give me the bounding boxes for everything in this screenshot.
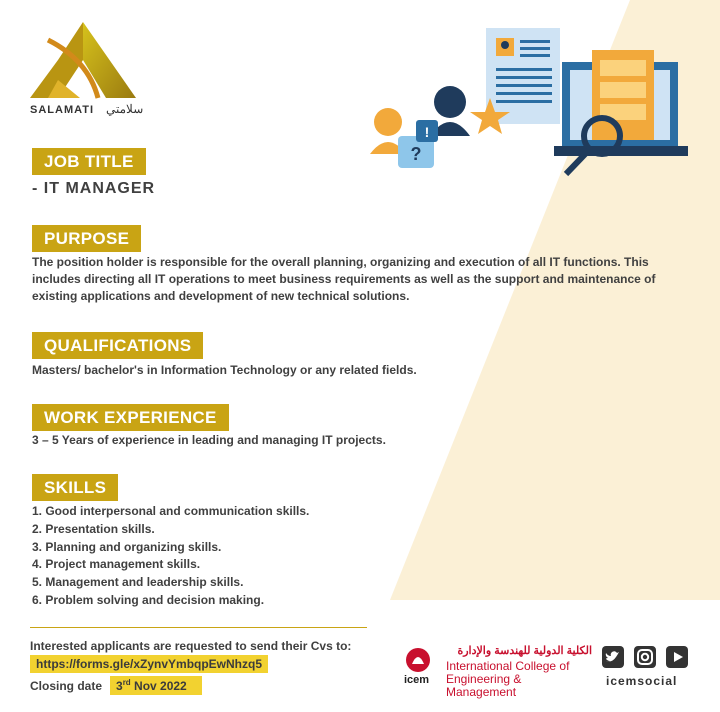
recruitment-illustration <box>362 24 692 184</box>
job-title-heading: JOB TITLE <box>32 148 146 175</box>
youtube-icon[interactable] <box>666 646 688 668</box>
icem-logo <box>404 644 594 699</box>
list-item: 4. Project management skills. <box>32 557 201 572</box>
work-experience-text: 3 – 5 Years of experience in leading and managing IT projects. <box>32 433 386 447</box>
application-link[interactable]: https://forms.gle/xZynvYmbqpEwNhzq5 <box>30 655 268 673</box>
logo-name: SALAMATI <box>30 104 95 116</box>
question-bubble-icon <box>398 120 438 168</box>
college-name-english: International College of Engineering & Management <box>446 659 570 699</box>
purpose-heading: PURPOSE <box>32 225 141 252</box>
skills-heading: SKILLS <box>32 474 118 501</box>
social-links <box>600 646 696 696</box>
purpose-text: The position holder is responsible for the overall planning, organizing and execution of all IT functions. This includes directing all IT operations to meet business requirements as well as the support and maintenance of existing applications and development of new technical solutions. <box>32 255 656 303</box>
list-item: 3. Planning and organizing skills. <box>32 539 222 554</box>
closing-date-value: 3rd Nov 2022 <box>110 676 202 695</box>
salamati-logo <box>28 20 168 120</box>
resume-document-icon <box>486 28 560 124</box>
skills-list <box>32 503 432 610</box>
college-abbreviation: icem <box>404 674 430 686</box>
list-item: 2. Presentation skills. <box>32 521 155 536</box>
qualifications-text: Masters/ bachelor's in Information Technology or any related fields. <box>32 363 417 377</box>
footer-divider <box>30 627 367 628</box>
apply-instructions: Interested applicants are requested to send their Cvs to: <box>30 639 352 653</box>
list-item: 5. Management and leadership skills. <box>32 575 244 590</box>
list-item: 1. Good interpersonal and communication skills. <box>32 504 310 518</box>
logo-mark-icon <box>28 20 138 100</box>
twitter-icon[interactable] <box>602 646 624 668</box>
college-name-arabic: الكلية الدولية للهندسة والإدارة <box>457 645 592 657</box>
job-title-value: - IT MANAGER <box>32 180 156 197</box>
work-experience-heading: WORK EXPERIENCE <box>32 404 229 431</box>
logo-name-arabic: سلامتي <box>106 102 144 116</box>
icem-emblem-icon <box>404 646 438 676</box>
list-item: 6. Problem solving and decision making. <box>32 592 265 607</box>
social-handle: icemsocial <box>606 674 678 688</box>
closing-date-label: Closing date <box>30 679 103 693</box>
qualifications-heading: QUALIFICATIONS <box>32 332 203 359</box>
svg-text:?: ? <box>410 144 422 164</box>
instagram-icon[interactable] <box>634 646 656 668</box>
svg-text:!: ! <box>424 124 430 140</box>
